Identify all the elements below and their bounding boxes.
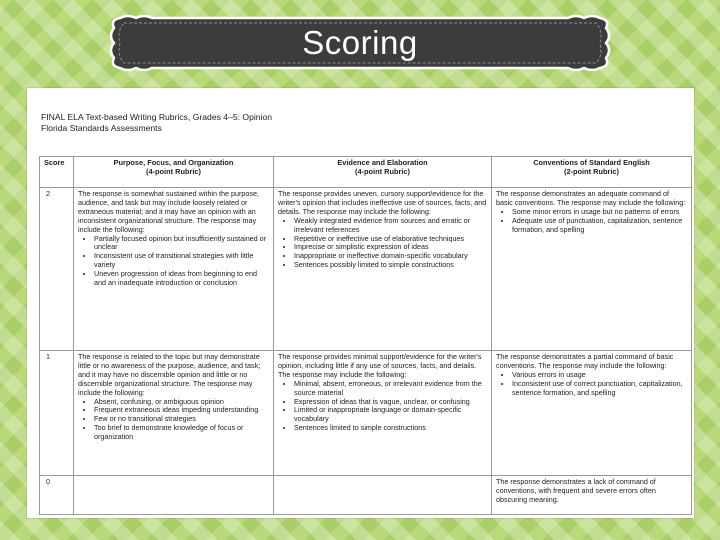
evidence-cell: The response provides uneven, cursory support/evidence for the writer's opinion that includes ineffective use of sources, facts, and details. The response may include the following: • Weakly integrated evidence from sources and erratic or irrelevant references • Repetitive or ineffective use of elaborative techniques • Imprecise or simplistic expression of ideas • Inappropriate or ineffective domain-specific vocabulary • Sentences possibly limited to simple constructions [274, 188, 492, 351]
bullet-list [496, 208, 687, 235]
table-row [40, 351, 692, 476]
document-subtitle: Florida Standards Assessments [41, 122, 162, 133]
list-item: • Uneven progression of ideas from beginning to end and an inadequate introduction or conclusion [94, 270, 269, 288]
conventions-cell: The response demonstrates a partial command of basic conventions. The response may include the following: • Various errors in usage • Inconsistent use of correct punctuation, capitalization, sentence formation, and spelling [492, 351, 692, 476]
title-banner [106, 14, 614, 72]
list-item: • Limited or inappropriate language or domain-specific vocabulary [294, 406, 487, 424]
evidence-cell-empty [274, 476, 492, 515]
list-item: • Various errors in usage [512, 371, 687, 380]
bullet-list [78, 398, 269, 443]
header-conventions: Conventions of Standard English (2-point Rubric) [492, 157, 692, 188]
conventions-cell: The response demonstrates a lack of command of conventions, with frequent and severe errors often obscuring meaning. [492, 476, 692, 515]
document-heading [41, 112, 272, 133]
table-row [40, 188, 692, 351]
header-evidence: Evidence and Elaboration (4-point Rubric) [274, 157, 492, 188]
table-row [40, 476, 692, 515]
purpose-cell: The response is somewhat sustained within the purpose, audience, and task but may include loosely related or extraneous material; and it may have an opinion with an inconsistent organizational structure. The response may include the following: • Partially focused opinion but insufficiently sustained or unclear • Inconsistent use of transitional strategies with little variety • Uneven progression of ideas from beginning to end and an inadequate introduction or conclusion [74, 188, 274, 351]
score-cell: 0 [40, 476, 74, 515]
bullet-list [278, 380, 487, 433]
list-item: • Frequent extraneous ideas impeding understanding [94, 406, 269, 415]
list-item: • Inappropriate or ineffective domain-specific vocabulary [294, 252, 487, 261]
list-item: • Absent, confusing, or ambiguous opinion [94, 398, 269, 407]
conventions-cell: The response demonstrates an adequate command of basic conventions. The response may include the following: • Some minor errors in usage but no patterns of errors • Adequate use of punctuation, capitalization, sentence formation, and spelling [492, 188, 692, 351]
bullet-list [496, 371, 687, 398]
list-item: • Inconsistent use of transitional strategies with little variety [94, 252, 269, 270]
bullet-list [78, 235, 269, 288]
list-item: • Inconsistent use of correct punctuation, capitalization, sentence formation, and spelling [512, 380, 687, 398]
document-title: FINAL ELA Text-based Writing Rubrics, Grades 4–5: Opinion [41, 112, 273, 122]
bullet-list [278, 217, 487, 270]
evidence-cell: The response provides minimal support/evidence for the writer's opinion, including little if any use of sources, facts, and details. The response may include the following: • Minimal, absent, erroneous, or irrelevant evidence from the source material • Expression of ideas that is vague, unclear, or confusing • Limited or inappropriate language or domain-specific vocabulary • Sentences limited to simple constructions [274, 351, 492, 476]
list-item: • Imprecise or simplistic expression of ideas [294, 243, 487, 252]
list-item: • Sentences limited to simple constructions [294, 424, 487, 433]
header-score: Score [40, 157, 74, 188]
list-item: • Expression of ideas that is vague, unclear, or confusing [294, 398, 487, 407]
list-item: • Too brief to demonstrate knowledge of focus or organization [94, 424, 269, 442]
list-item: • Few or no transitional strategies [94, 415, 269, 424]
list-item: • Sentences possibly limited to simple constructions [294, 261, 487, 270]
score-cell: 1 [40, 351, 74, 476]
table-header-row [40, 157, 692, 188]
rubric-document [27, 88, 694, 518]
purpose-cell: The response is related to the topic but may demonstrate little or no awareness of the purpose, audience, and task; and it may have no discernible opinion and little or no discernible organizational structure. The response may include the following: • Absent, confusing, or ambiguous opinion • Frequent extraneous ideas impeding understanding • Few or no transitional strategies • Too brief to demonstrate knowledge of focus or organization [74, 351, 274, 476]
list-item: • Some minor errors in usage but no patterns of errors [512, 208, 687, 217]
score-cell: 2 [40, 188, 74, 351]
header-purpose: Purpose, Focus, and Organization (4-point Rubric) [74, 157, 274, 188]
purpose-cell-empty [74, 476, 274, 515]
list-item: • Adequate use of punctuation, capitalization, sentence formation, and spelling [512, 217, 687, 235]
list-item: • Weakly integrated evidence from sources and erratic or irrelevant references [294, 217, 487, 235]
rubric-table [39, 156, 692, 515]
slide-title: Scoring [302, 24, 418, 61]
list-item: • Repetitive or ineffective use of elaborative techniques [294, 235, 487, 244]
list-item: • Minimal, absent, erroneous, or irrelevant evidence from the source material [294, 380, 487, 398]
list-item: • Partially focused opinion but insufficiently sustained or unclear [94, 235, 269, 253]
